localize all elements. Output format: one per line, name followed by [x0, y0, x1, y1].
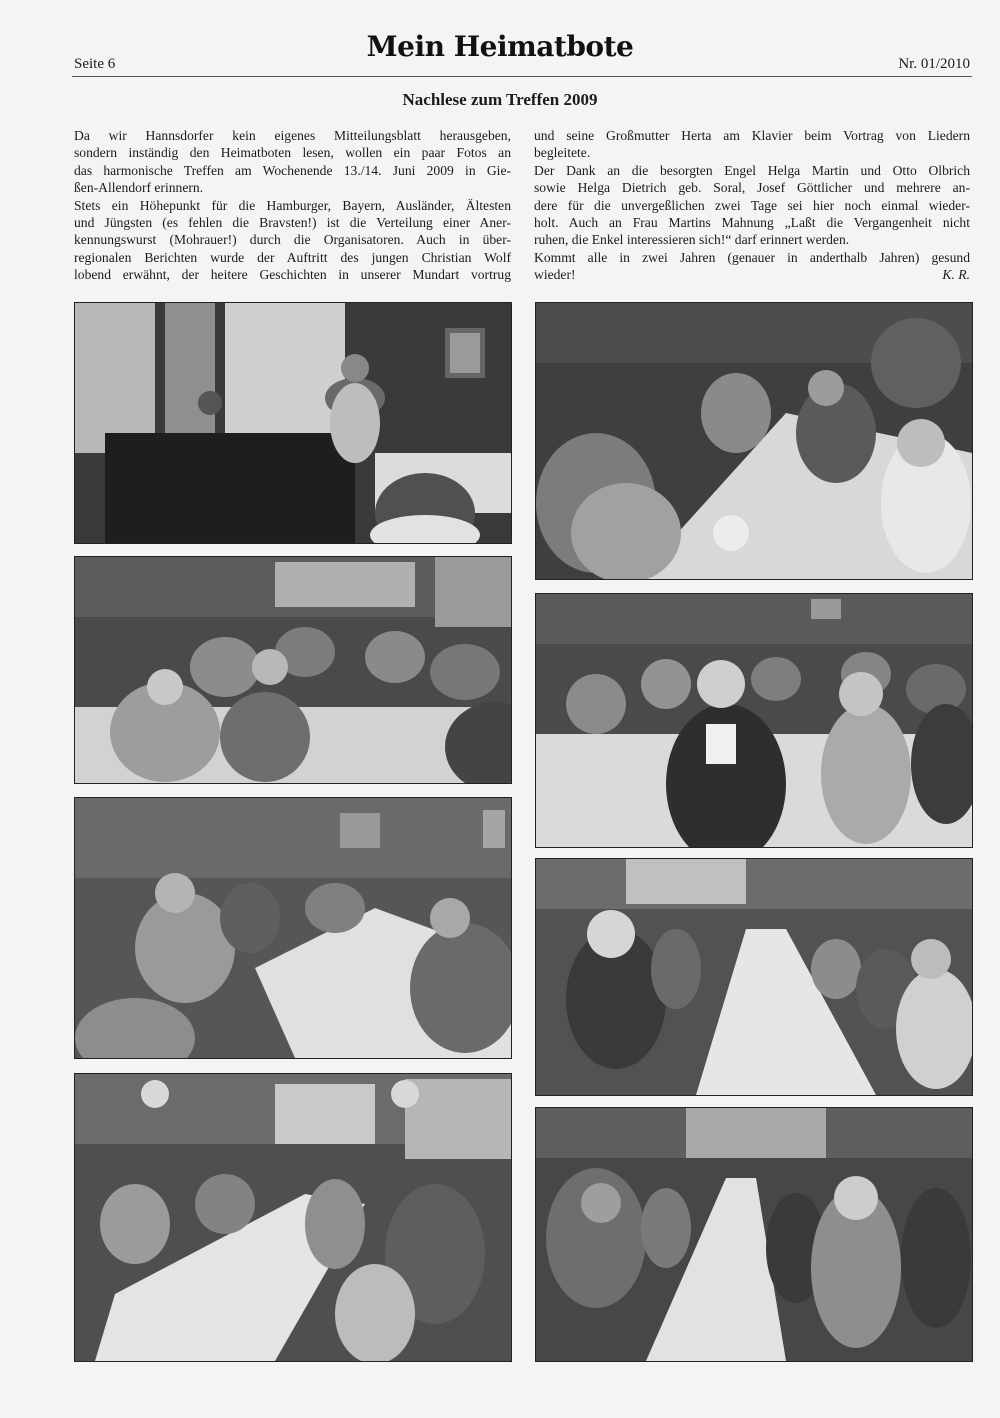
- text-line: Der Dank an die besorgten Engel Helga Martin und Otto Olbrich: [534, 162, 970, 178]
- text-line: das harmonische Treffen am Wochenende 13./14. Juni 2009 in Gie-: [74, 162, 511, 178]
- text-line: begleitete.: [534, 145, 591, 161]
- photo-guests-dining: [74, 797, 512, 1059]
- photo-ladies-conversation-image: [536, 303, 972, 579]
- issue-number: Nr. 01/2010: [898, 56, 970, 72]
- text-line: kennungswurst (Mohrauer!) durch die Organisatoren. Auch in über-: [74, 232, 511, 248]
- photo-seated-guests-image: [536, 594, 972, 847]
- photo-banquet-hall-image: [75, 1074, 511, 1361]
- text-line: lobend erwähnt, der heitere Geschichten in unserer Mundart vortrug: [74, 267, 511, 283]
- photo-dining-row: [535, 1107, 973, 1362]
- photo-long-table: [535, 858, 973, 1096]
- text-line: und Jüngsten (es fehlen die Bravsten!) ist die Verteilung einer Aner-: [74, 215, 511, 231]
- photo-banquet-hall: [74, 1073, 512, 1362]
- text-line: sowie Helga Dietrich geb. Soral, Josef Göttlicher und mehrere an-: [534, 180, 970, 196]
- text-line: regionalen Berichten wurde der Auftritt des jungen Christian Wolf: [74, 249, 511, 265]
- masthead-logo: Mein Heimatbote: [366, 30, 634, 63]
- page-number: Seite 6: [74, 56, 116, 72]
- photo-piano-performance: [74, 302, 512, 544]
- text-line: Da wir Hannsdorfer kein eigenes Mitteilungsblatt herausgeben,: [74, 128, 511, 143]
- photo-dining-row-image: [536, 1108, 972, 1361]
- photo-guests-dining-image: [75, 798, 511, 1058]
- author-signature: K. R.: [942, 267, 970, 283]
- photo-piano-performance-image: [75, 303, 511, 543]
- article-column-right: [534, 127, 970, 284]
- header-rule: [72, 76, 972, 77]
- text-line: ßen-Allendorf erinnern.: [74, 180, 204, 196]
- text-line: sondern inständig den Heimatboten lesen, wollen ein paar Fotos an: [74, 145, 511, 161]
- photo-ladies-conversation: [535, 302, 973, 580]
- text-line: wieder!: [534, 267, 576, 283]
- text-line: holt. Auch an Frau Martins Mahnung „Laßt die Vergangenheit nicht: [534, 215, 970, 231]
- text-line: Kommt alle in zwei Jahren (genauer in anderthalb Jahren) gesund: [534, 249, 970, 265]
- photo-guests-at-tables-image: [75, 557, 511, 783]
- article-column-left: [74, 127, 511, 284]
- text-line: ruhen, die Enkel interessieren sich!“ darf erinnert werden.: [534, 232, 850, 248]
- photo-seated-guests: [535, 593, 973, 848]
- text-line: Stets ein Höhepunkt für die Hamburger, Bayern, Ausländer, Ältesten: [74, 197, 511, 213]
- text-line: dere für die unvergeßlichen zwei Tage sei hier noch einmal wieder-: [534, 197, 970, 213]
- text-line: und seine Großmutter Herta am Klavier beim Vortrag von Liedern: [534, 128, 970, 143]
- photo-guests-at-tables: [74, 556, 512, 784]
- photo-long-table-image: [536, 859, 972, 1095]
- article-headline: Nachlese zum Treffen 2009: [402, 90, 598, 109]
